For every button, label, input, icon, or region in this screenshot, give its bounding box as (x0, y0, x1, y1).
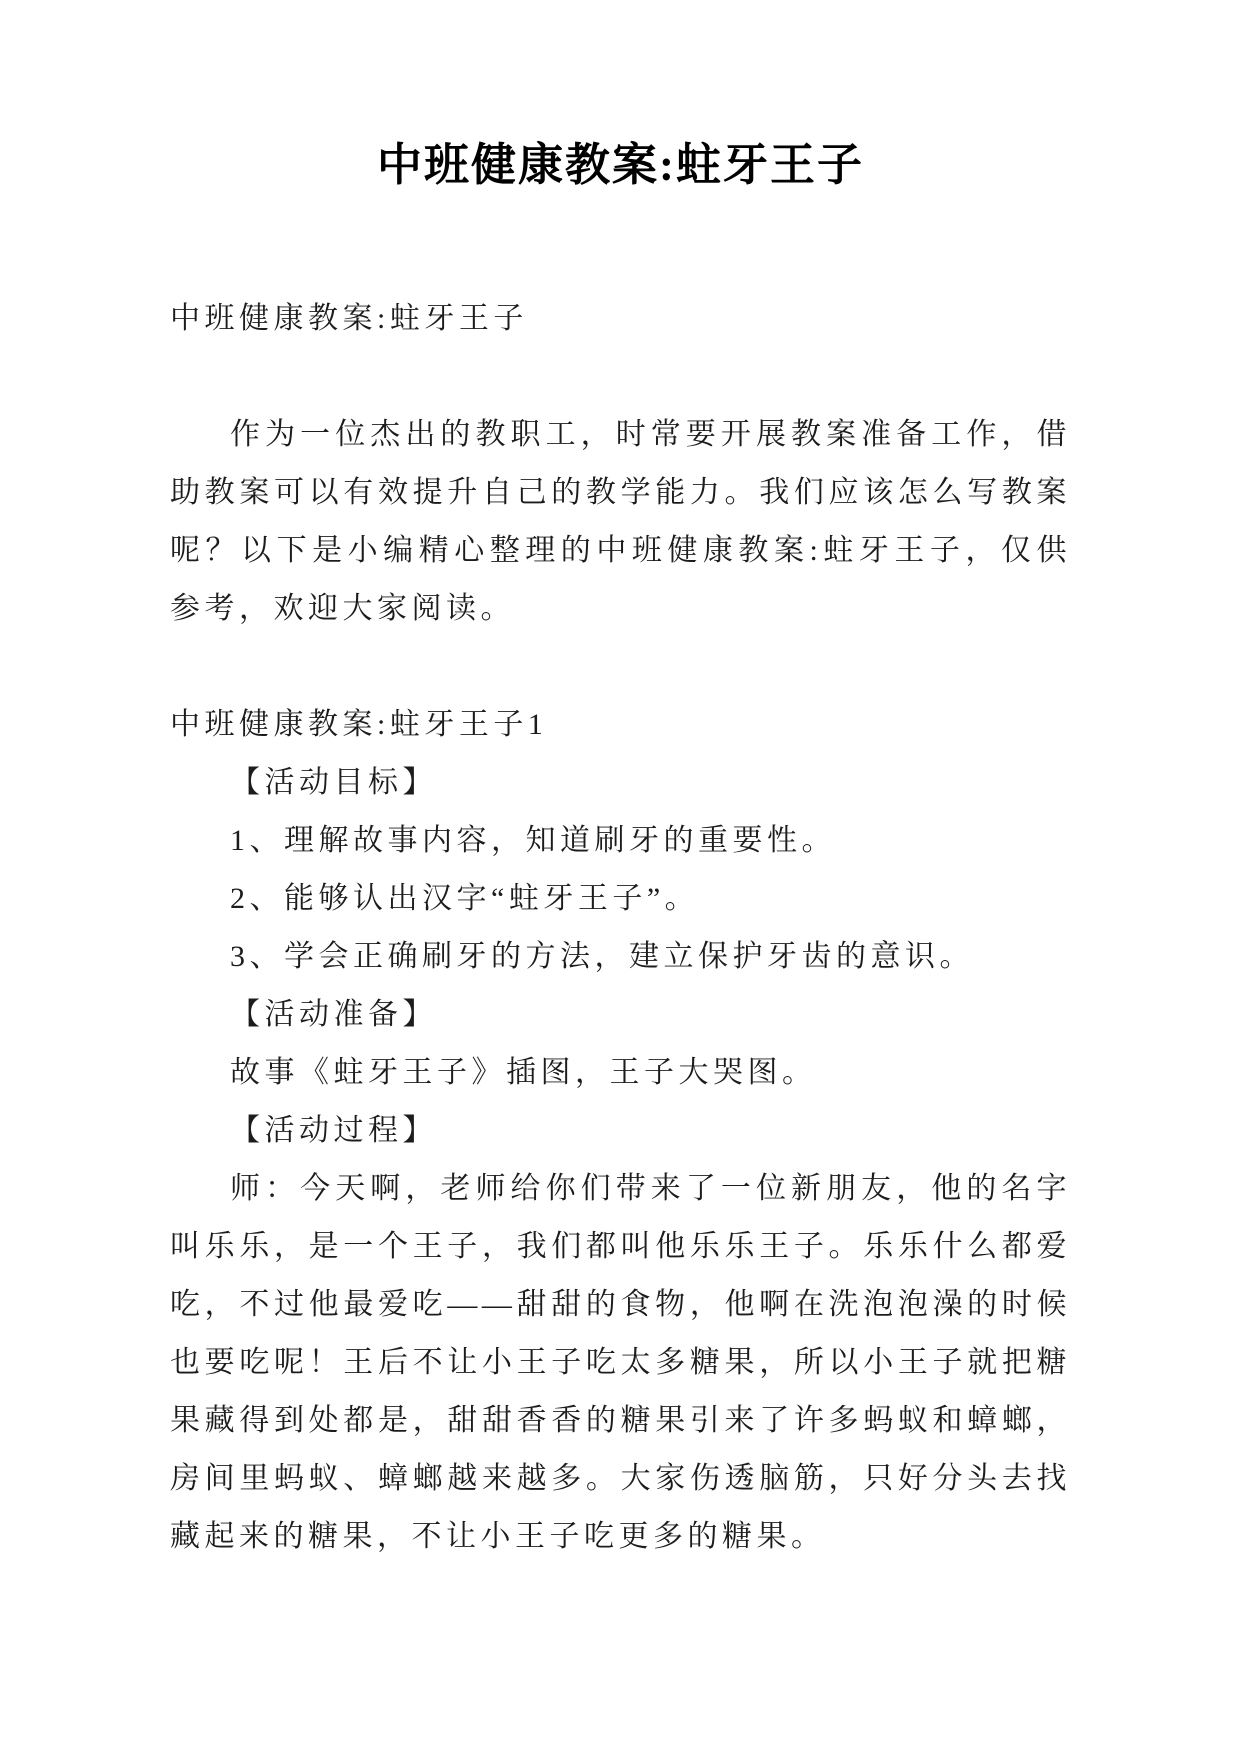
section-heading: 中班健康教案:蛀牙王子1 (170, 708, 548, 741)
activity-process-heading: 【活动过程】 (230, 1114, 437, 1147)
goal-item-1: 1、理解故事内容，知道刷牙的重要性。 (230, 824, 836, 857)
activity-goals-heading: 【活动目标】 (230, 766, 437, 799)
process-paragraph: 师：今天啊，老师给你们带来了一位新朋友，他的名字叫乐乐，是一个王子，我们都叫他乐乐王子。乐乐什么都爱吃，不过他最爱吃——甜甜的食物，他啊在洗泡泡澡的时候也要吃呢！王后不让小王子吃太多糖果，所以小王子就把糖果藏得到处都是，甜甜香香的糖果引来了许多蚂蚁和蟑螂，房间里蚂蚁、蟑螂越来越多。大家伤透脑筋，只好分头去找藏起来的糖果，不让小王子吃更多的糖果。 (170, 1172, 1071, 1553)
activity-prep-heading: 【活动准备】 (230, 998, 437, 1031)
goal-item-2: 2、能够认出汉字“蛀牙王子”。 (230, 882, 700, 915)
goal-item-3: 3、学会正确刷牙的方法，建立保护牙齿的意识。 (230, 940, 974, 973)
intro-paragraph: 作为一位杰出的教职工，时常要开展教案准备工作，借助教案可以有效提升自己的教学能力。我们应该怎么写教案呢？以下是小编精心整理的中班健康教案:蛀牙王子，仅供参考，欢迎大家阅读。 (170, 418, 1071, 625)
document-title: 中班健康教案:蛀牙王子 (377, 140, 864, 190)
prep-text: 故事《蛀牙王子》插图，王子大哭图。 (230, 1056, 817, 1089)
document-subtitle: 中班健康教案:蛀牙王子 (170, 302, 528, 335)
